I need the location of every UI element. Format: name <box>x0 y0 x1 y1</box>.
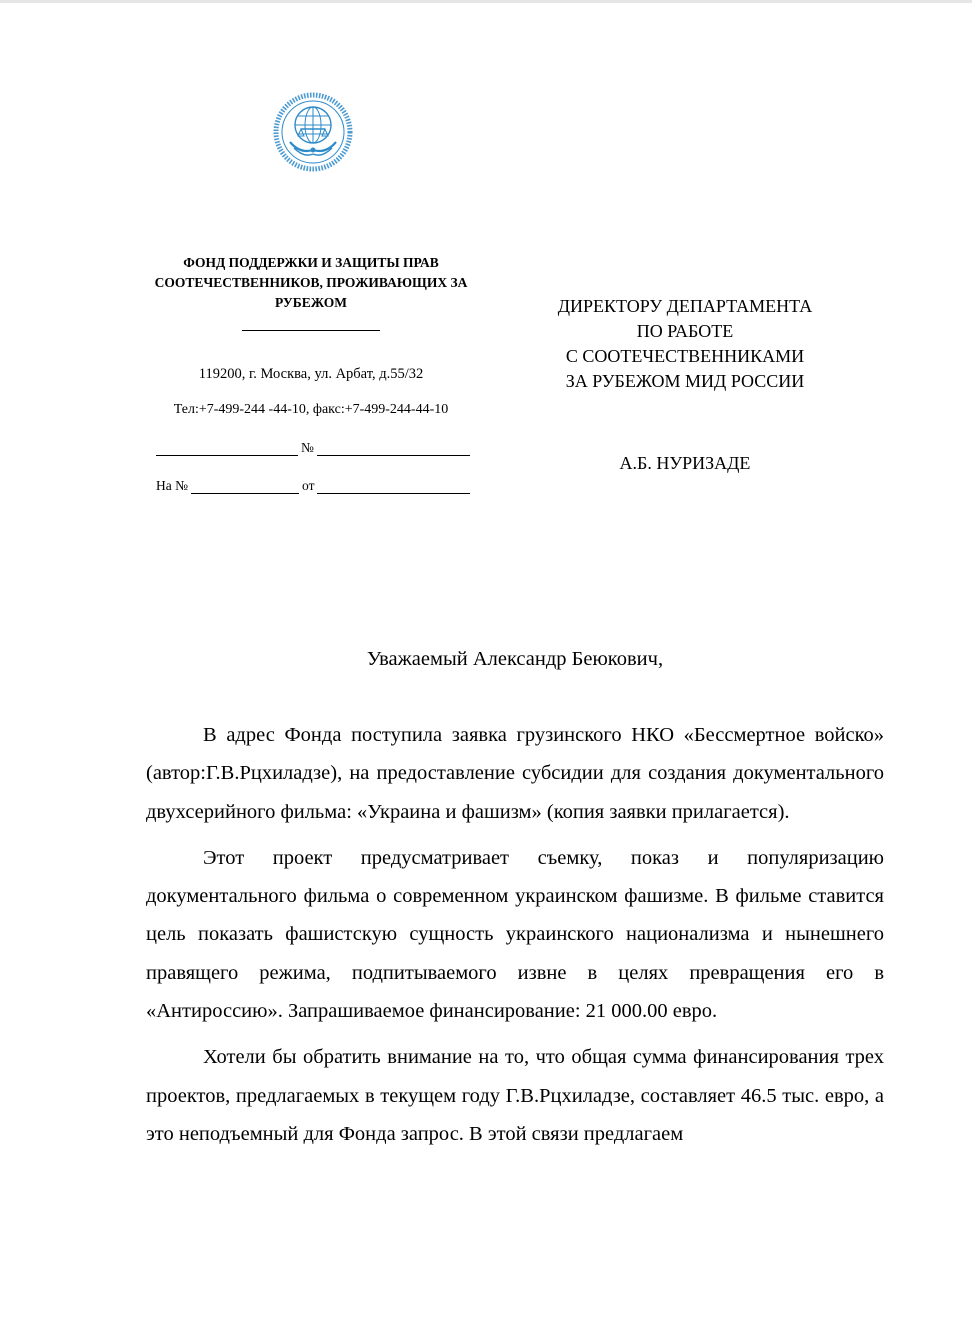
salutation: Уважаемый Александр Беюкович, <box>366 648 664 670</box>
organization-phone-fax: Тел:+7-499-244 -44-10, факс:+7-499-244-44-10 <box>173 402 449 417</box>
date-label: от <box>302 478 315 493</box>
letterhead <box>148 253 474 419</box>
letter-paragraph: В адрес Фонда поступила заявка грузинского НКО «Бессмертное войско» (автор:Г.В.Рцхиладзе), на предоставление субсидии для создания документального двухсерийного фильма: «Украина и фашизм» (копия заявки прилагается). <box>146 724 884 823</box>
recipient-line: ПО РАБОТЕ <box>636 321 734 341</box>
letter-paragraph: Хотели бы обратить внимание на то, что общая сумма финансирования трех проектов, предлагаемых в текущем году Г.В.Рцхиладзе, составляет 46.5 тыс. евро, а это неподъемный для Фонда запрос. В этой связи предлагаем <box>146 1046 884 1145</box>
recipient-name: А.Б. НУРИЗАДЕ <box>619 453 751 473</box>
letter-paragraph: Этот проект предусматривает съемку, показ и популяризацию документального фильма о современном украинском фашизме. В фильме ставится цель показать фашистскую сущность украинского национализма и нынешнего правящего режима, подпитываемого извне в целях превращения его в «Антироссию». Запрашиваемое финансирование: 21 000.00 евро. <box>146 846 884 1023</box>
organization-name: ФОНД ПОДДЕРЖКИ И ЗАЩИТЫ ПРАВ СООТЕЧЕСТВЕННИКОВ, ПРОЖИВАЮЩИХ ЗА РУБЕЖОМ <box>154 255 468 310</box>
outgoing-number-blank <box>317 442 470 456</box>
letterhead-divider <box>242 330 380 331</box>
foundation-globe-emblem-icon <box>268 92 358 172</box>
recipient-block <box>520 294 850 394</box>
organization-address: 119200, г. Москва, ул. Арбат, д.55/32 <box>198 366 424 382</box>
letter-body <box>146 716 884 1161</box>
page-top-edge <box>0 0 972 3</box>
recipient-line: С СООТЕЧЕСТВЕННИКАМИ <box>565 346 805 366</box>
recipient-line: ДИРЕКТОРУ ДЕПАРТАМЕНТА <box>557 296 813 316</box>
reference-number-blank <box>191 480 299 494</box>
outgoing-number-row <box>156 440 470 456</box>
outgoing-date-blank <box>156 442 298 456</box>
reference-date-blank <box>317 480 470 494</box>
incoming-reference-row <box>156 478 470 494</box>
reference-label: На № <box>156 478 188 493</box>
number-label: № <box>301 440 314 455</box>
recipient-line: ЗА РУБЕЖОМ МИД РОССИИ <box>565 371 805 391</box>
